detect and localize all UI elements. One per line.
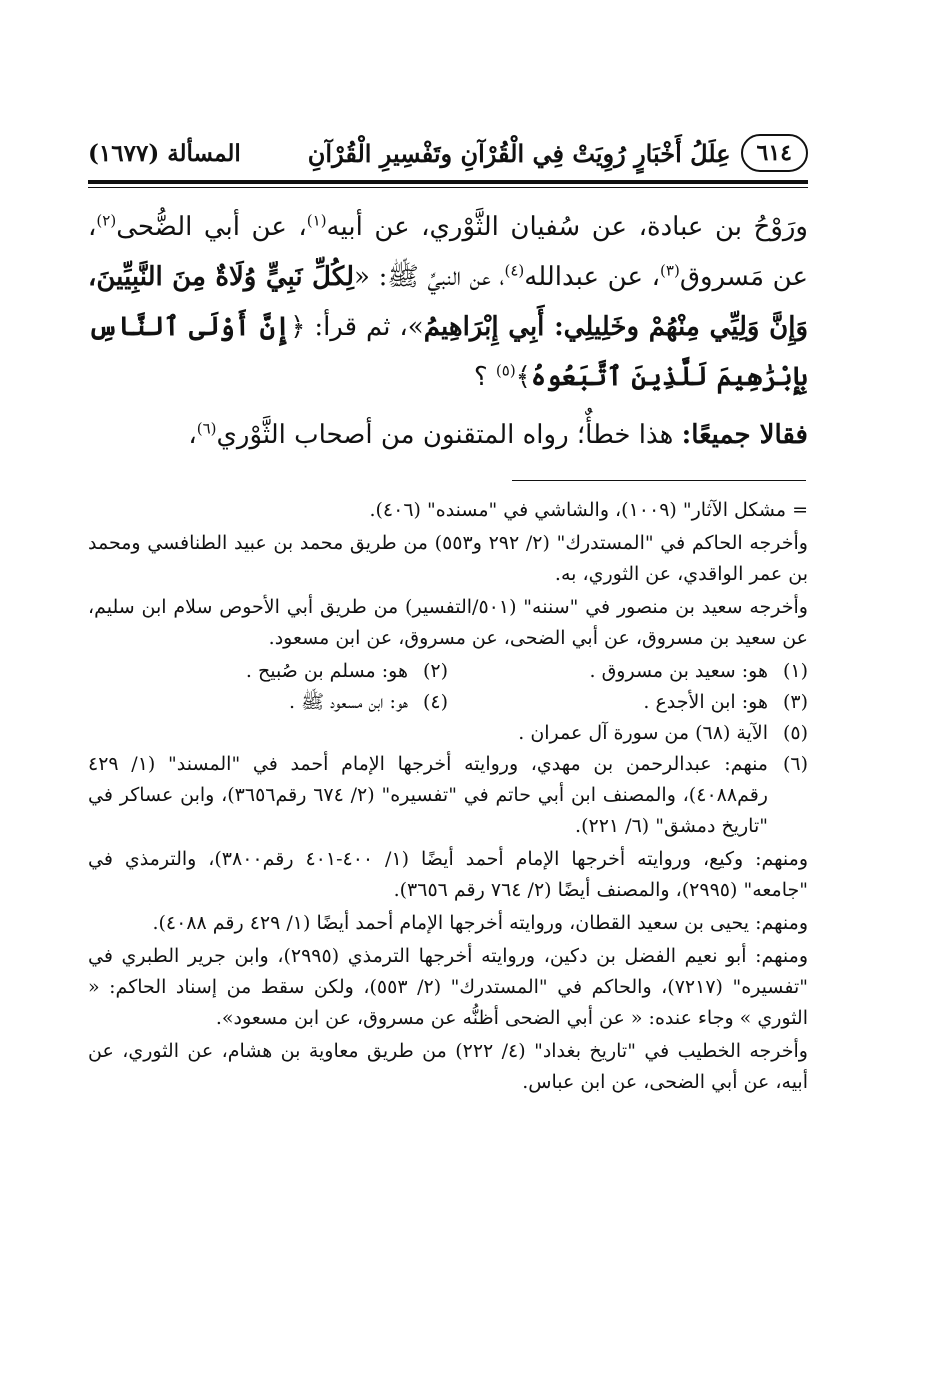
footnote-ref-4: (٤) <box>504 261 525 280</box>
footnote-continuation: = مشكل الآثار" (١٠٠٩)، والشاشي في "مسنده" (٤٠٦). <box>369 499 808 521</box>
footnote-number: (٣) <box>782 691 808 713</box>
isnad-text-5: ، عن النبيِّ ﷺ: « <box>354 262 505 292</box>
footnote-number: (٢) <box>422 660 448 682</box>
isnad-text-2: ، عن أبي الضُّحى <box>116 212 307 242</box>
footnote-number: (٤) <box>422 691 448 713</box>
conclusion-text: هذا خطأٌ؛ رواه المتقنون من أصحاب الثَّوْري <box>216 420 682 450</box>
footnote-number: (٥) <box>782 722 808 744</box>
footnote-ref-5: (٥) <box>495 361 516 380</box>
footnote-text: الآية (٦٨) من سورة آل عمران . <box>518 722 768 744</box>
conclusion-paragraph <box>88 410 808 460</box>
footnote-ref-2: (٢) <box>96 211 117 230</box>
header-rule-thick <box>88 180 808 184</box>
footnote-text: هو: مسلم بن صُبيح . <box>245 660 408 682</box>
footnotes <box>88 495 808 1098</box>
footnote-text: هو: سعيد بن مسروق . <box>589 660 768 682</box>
hadith-text: لِكُلِّ نَبِيٍّ وُلَاةٌ مِنَ النَّبِيِّينَ، وَإِنَّ وَلِيِّي مِنْهُمْ وخَلِيلِي: أَبِي إِبْرَاهِيمُ <box>88 262 809 342</box>
footnote-text: هو: ابن مسعود ﷺ . <box>288 691 408 713</box>
footnote-row <box>88 718 808 749</box>
running-title: عِلَلُ أَخْبَارٍ رُوِيَتْ فِي الْقُرْآنِ وتَفْسِيرِ الْقُرْآنِ <box>307 138 731 168</box>
footnote-text: ومنهم: أبو نعيم الفضل بن دكين، وروايته أخرجها الترمذي (٢٩٩٥)، وابن جرير الطبري في "تفسيره" (٧٢١٧)، والحاكم في "المستدرك" (٢/ ٥٥٣)، ولكن سقط من إسناد الحاكم: « الثوري » وجاء عنده: « عن أبي الضحى أظنُّه عن مسروق، عن ابن مسعود». <box>88 945 808 1029</box>
footnote-row <box>88 687 808 718</box>
footnote-number: (٦) <box>782 753 808 775</box>
footnote-row <box>88 749 808 844</box>
isnad-text-6: »، ثم قرأ: ﴿ <box>290 312 424 342</box>
isnad-paragraph <box>88 202 808 402</box>
footnote-ref-3: (٣) <box>660 261 680 280</box>
header-rule-thin <box>88 187 808 188</box>
footnote-continuation: وأخرجه الحاكم في "المستدرك" (٢/ ٢٩٢ و٥٥٣) من طريق محمد بن عبيد الطنافسي ومحمد بن عمر الواقدي، عن الثوري، به. <box>88 532 808 585</box>
footnote-text: ومنهم: وكيع، وروايته أخرجها الإمام أحمد أيضًا (١/ ٤٠٠-٤٠١ رقم٣٨٠٠)، والترمذي في "جامعه" (٢٩٩٥)، والمصنف أيضًا (٢/ ٧٦٤ رقم ٣٦٥٦). <box>88 848 809 901</box>
isnad-text-4: ، عن عبدالله <box>524 262 661 292</box>
footnote-row <box>88 656 808 687</box>
footnote-separator <box>512 480 806 481</box>
conclusion-lead: فقالا جميعًا: <box>681 420 808 450</box>
page-number: ٦١٤ <box>741 134 808 172</box>
verse-close: ﴾ <box>515 362 531 392</box>
page-header <box>88 130 808 176</box>
isnad-text-1: ورَوْحُ بن عبادة، عن سُفيان الثَّوْري، عن أبيه <box>326 212 808 242</box>
main-text <box>88 202 808 460</box>
book-page <box>88 130 808 1100</box>
isnad-text-3: ، عن مَسروق <box>88 212 808 292</box>
footnote-number: (١) <box>782 660 808 682</box>
quran-verse: إِنَّ أَوْلَى ٱلنَّاسِ بِإِبْرَٰهِيمَ لَلَّذِينَ ٱتَّبَعُوهُ <box>88 312 808 392</box>
issue-number: المسألة (١٦٧٧) <box>88 139 241 167</box>
footnote-ref-6: (٦) <box>196 419 217 438</box>
footnote-continuation: وأخرجه سعيد بن منصور في "سننه" (٥٠١/التفسير) من طريق أبي الأحوص سلام ابن سليم، عن سعيد بن مسروق، عن أبي الضحى، عن مسروق، عن ابن مسعود. <box>88 596 808 649</box>
conclusion-end: ، <box>188 420 197 450</box>
footnote-text: منهم: عبدالرحمن بن مهدي، وروايته أخرجها الإمام أحمد في "المسند" (١/ ٤٢٩ رقم٤٠٨٨)، والمصنف ابن أبي حاتم في "تفسيره" (٢/ ٦٧٤ رقم٣٦٥٦)، وابن عساكر في "تاريخ دمشق" (٦/ ٢٢١). <box>88 753 768 837</box>
footnote-text: هو: ابن الأجدع . <box>643 691 768 713</box>
question-mark: ؟ <box>473 362 496 392</box>
footnote-text: وأخرجه الخطيب في "تاريخ بغداد" (٤/ ٢٢٢) من طريق معاوية بن هشام، عن الثوري، عن أبيه، عن أبي الضحى، عن ابن عباس. <box>88 1040 808 1093</box>
footnote-ref-1: (١) <box>306 211 327 230</box>
footnote-text: ومنهم: يحيى بن سعيد القطان، وروايته أخرجها الإمام أحمد أيضًا (١/ ٤٢٩ رقم ٤٠٨٨). <box>152 912 808 934</box>
